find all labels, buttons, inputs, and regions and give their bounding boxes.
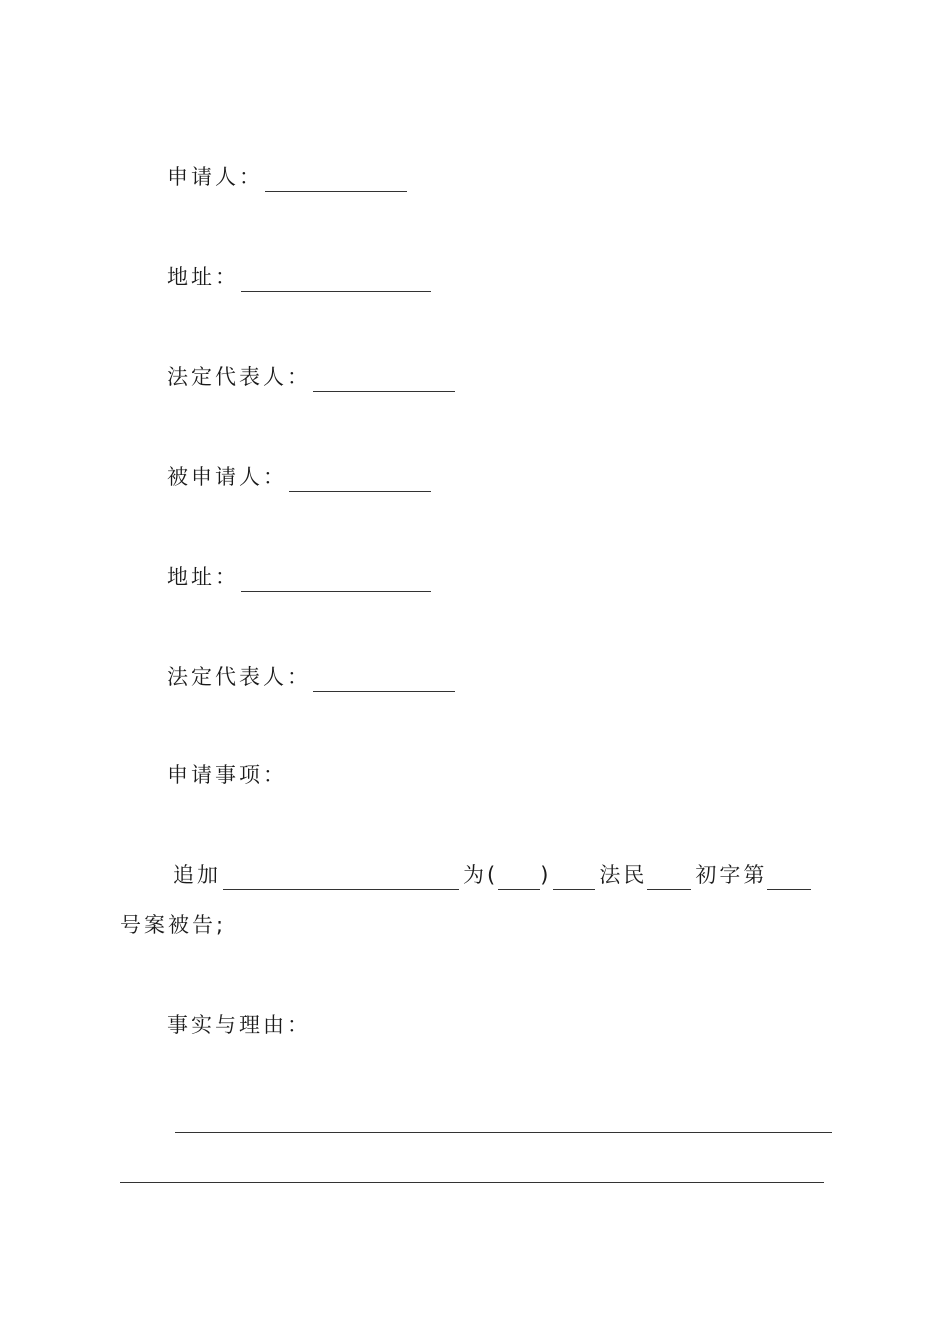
facts-heading [167, 1010, 311, 1040]
respondent-address-line [167, 562, 431, 592]
respondent-rep-label: 法定代表人： [167, 665, 311, 689]
applicant-rep-line [167, 362, 455, 392]
facts-heading-text: 事实与理由： [167, 1013, 311, 1037]
respondent-name-blank[interactable] [289, 469, 431, 492]
add-prefix: 追加 [173, 863, 221, 887]
civil-type-blank[interactable] [647, 867, 691, 890]
facts-line-2[interactable] [120, 1182, 824, 1183]
case-suffix: 号案被告; [120, 913, 227, 937]
court-text: 法民 [599, 863, 648, 887]
applicant-line [167, 162, 407, 192]
request-suffix-line [120, 910, 226, 940]
applicant-address-line [167, 262, 431, 292]
respondent-rep-blank[interactable] [313, 669, 455, 692]
first-instance-text: 初字第 [695, 863, 768, 887]
respondent-line [167, 462, 431, 492]
as-text: 为( [463, 863, 499, 887]
respondent-address-label: 地址： [167, 565, 239, 589]
applicant-name-blank[interactable] [265, 169, 407, 192]
request-heading [167, 760, 287, 790]
respondent-label: 被申请人： [167, 465, 287, 489]
case-number-blank[interactable] [767, 867, 811, 890]
respondent-rep-line [167, 662, 455, 692]
request-add-line [173, 860, 811, 890]
applicant-rep-blank[interactable] [313, 369, 455, 392]
applicant-rep-label: 法定代表人： [167, 365, 311, 389]
respondent-address-blank[interactable] [241, 569, 431, 592]
added-defendant-blank[interactable] [223, 867, 459, 890]
paren-close: ) [540, 863, 552, 887]
applicant-address-blank[interactable] [241, 269, 431, 292]
applicant-label: 申请人： [167, 165, 263, 189]
request-heading-text: 申请事项： [167, 763, 287, 787]
year-blank[interactable] [498, 867, 540, 890]
applicant-address-label: 地址： [167, 265, 239, 289]
court-blank[interactable] [553, 867, 595, 890]
facts-line-1[interactable] [175, 1132, 832, 1133]
